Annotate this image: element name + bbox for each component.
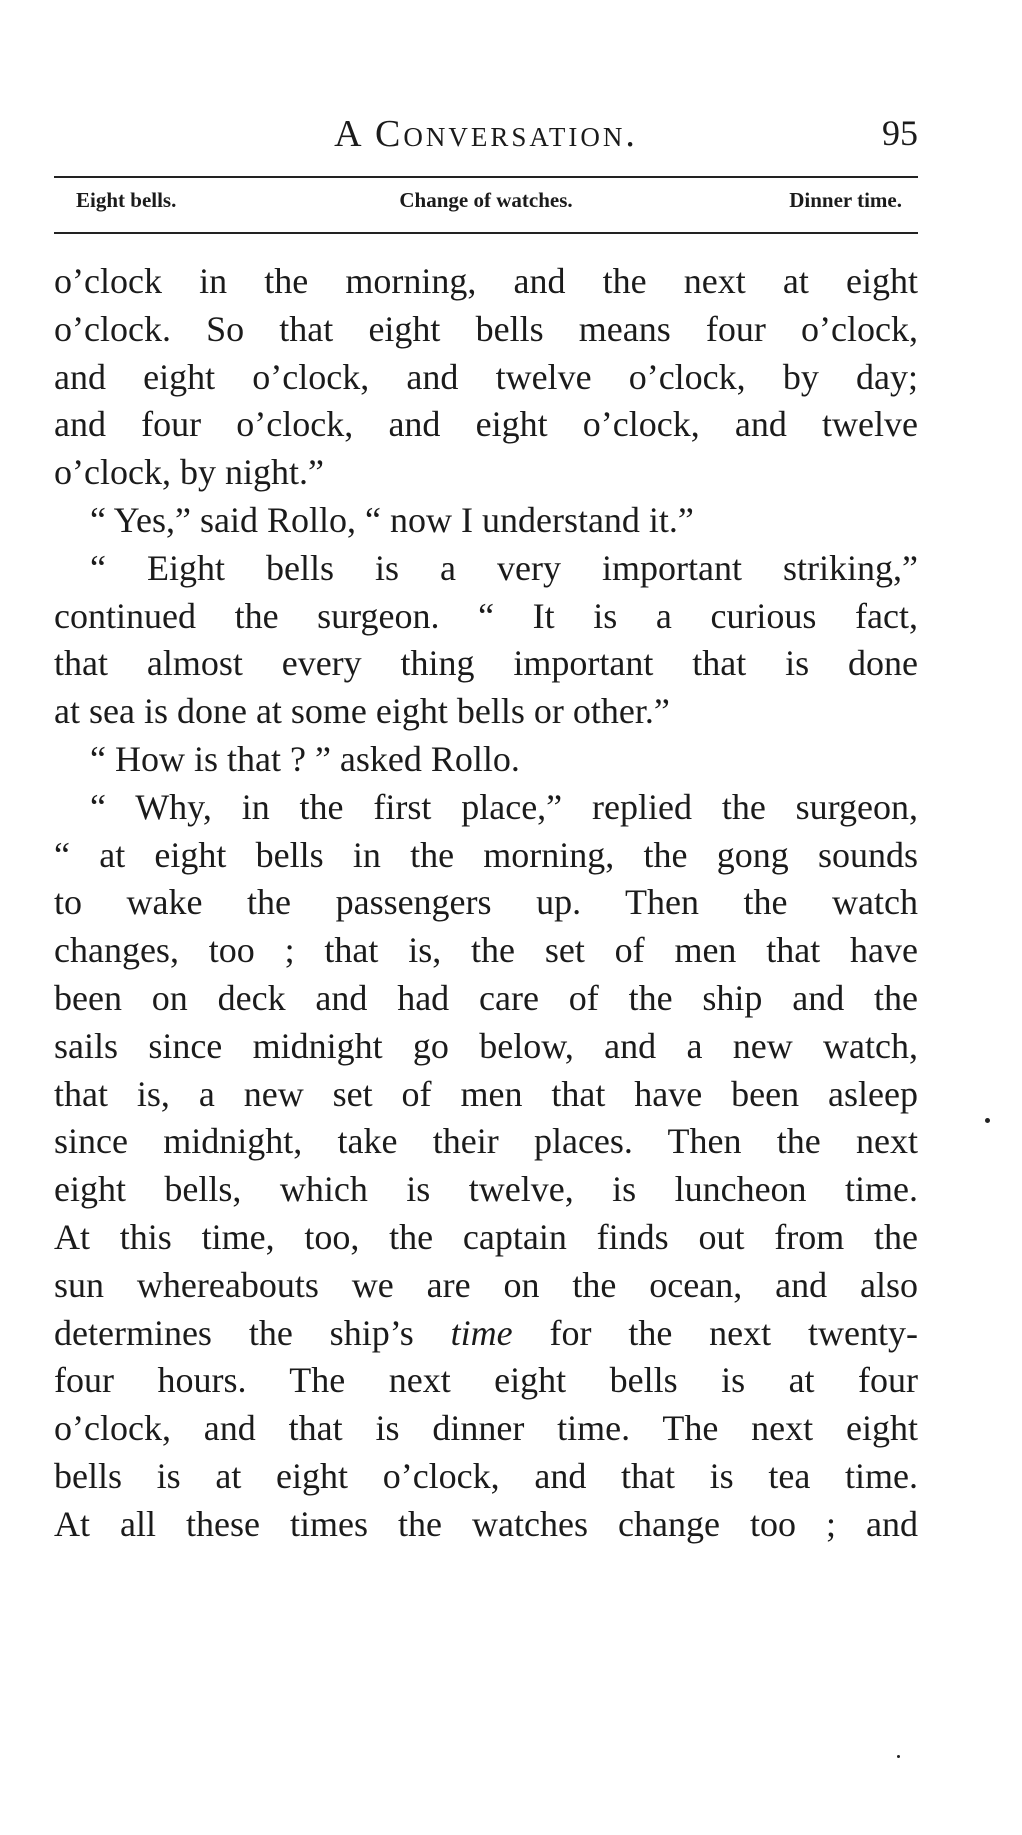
text-line: that is, a new set of men that have been asleep bbox=[54, 1073, 918, 1114]
text-line: at sea is done at some eight bells or other.” bbox=[54, 691, 670, 732]
text-line: o’clock. So that eight bells means four o’clock, bbox=[54, 308, 918, 349]
text-run: determines the ship’s bbox=[54, 1312, 451, 1353]
text-run: for the next twenty- bbox=[512, 1312, 919, 1353]
text-line: and eight o’clock, and twelve o’clock, by day; bbox=[54, 356, 918, 397]
running-title: A Conversation. bbox=[334, 113, 638, 155]
subhead-dinner-time: Dinner time. bbox=[789, 188, 902, 212]
text-line bbox=[54, 1310, 918, 1358]
text-line: “ Yes,” said Rollo, “ now I understand it.” bbox=[90, 499, 694, 540]
text-line: At all these times the watches change too ; and bbox=[54, 1503, 918, 1544]
text-line: o’clock, by night.” bbox=[54, 452, 324, 493]
text-line: been on deck and had care of the ship and the bbox=[54, 977, 918, 1018]
marginal-subheads bbox=[54, 188, 918, 218]
italic-word: time bbox=[450, 1312, 513, 1353]
text-line: “ Why, in the first place,” replied the surgeon, bbox=[90, 786, 918, 827]
text-line: four hours. The next eight bells is at four bbox=[54, 1360, 918, 1401]
text-line: o’clock, and that is dinner time. The next eight bbox=[54, 1408, 918, 1449]
text-line: that almost every thing important that is done bbox=[54, 643, 918, 684]
text-line: bells is at eight o’clock, and that is tea time. bbox=[54, 1455, 918, 1496]
header-rule-bottom bbox=[54, 232, 918, 234]
subhead-change-of-watches: Change of watches. bbox=[399, 188, 573, 212]
text-line: and four o’clock, and eight o’clock, and twelve bbox=[54, 404, 918, 445]
text-line: “ Eight bells is a very important striking,” bbox=[90, 547, 918, 588]
text-line: to wake the passengers up. Then the watch bbox=[54, 882, 918, 923]
print-speck bbox=[897, 1755, 900, 1758]
text-line: since midnight, take their places. Then the next bbox=[54, 1121, 918, 1162]
text-line: sun whereabouts we are on the ocean, and also bbox=[54, 1264, 918, 1305]
text-line: sails since midnight go below, and a new watch, bbox=[54, 1025, 918, 1066]
text-line: eight bells, which is twelve, is luncheon time. bbox=[54, 1169, 918, 1210]
text-line: continued the surgeon. “ It is a curious fact, bbox=[54, 595, 918, 636]
body-text bbox=[54, 258, 918, 1549]
text-line: “ at eight bells in the morning, the gong sounds bbox=[54, 834, 918, 875]
page-header bbox=[54, 108, 918, 160]
text-line: “ How is that ? ” asked Rollo. bbox=[90, 738, 520, 779]
text-line: At this time, too, the captain finds out from the bbox=[54, 1216, 918, 1257]
page-number: 95 bbox=[882, 113, 918, 153]
text-line: changes, too ; that is, the set of men that have bbox=[54, 930, 918, 971]
header-rule-top bbox=[54, 176, 918, 178]
print-speck bbox=[985, 1118, 990, 1123]
subhead-eight-bells: Eight bells. bbox=[76, 188, 177, 212]
text-line: o’clock in the morning, and the next at eight bbox=[54, 261, 918, 301]
